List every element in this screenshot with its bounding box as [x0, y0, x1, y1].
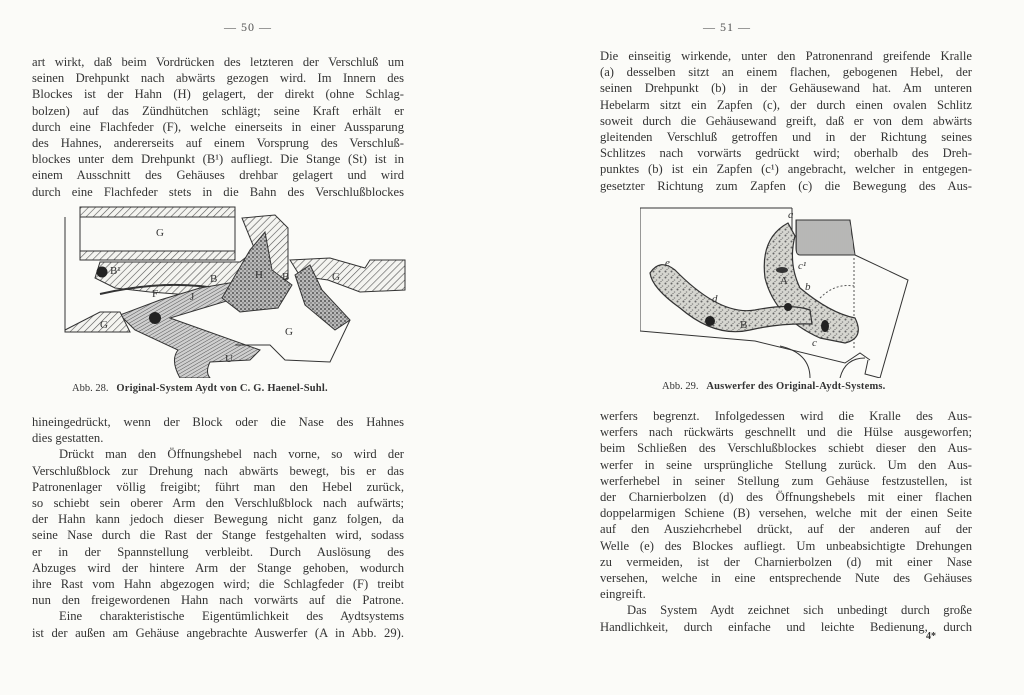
- text-line: er in der Spannstellung verbleibt. Durch Auslösung des: [32, 544, 404, 559]
- text-line: Blockes ist der Hahn (H) gelagert, der direkt (ohne Schlag-: [32, 87, 404, 102]
- text-line: soweit durch die Gehäusewand greift, daß er von dem abwärts: [600, 113, 972, 128]
- fig-label: U: [225, 353, 233, 365]
- page-number-left: — 50 —: [224, 20, 272, 34]
- pivot-b: [784, 303, 792, 311]
- figure-28-breech-diagram: [60, 200, 420, 378]
- fig-label: a: [788, 209, 794, 221]
- pin-d: [705, 316, 715, 326]
- text-line: gesetzter Richtung zum Zapfen (c) die Bewegung des Aus-: [600, 178, 972, 193]
- text-line: durch eine Flachfeder (F), welche einerseits in einer Aussparung: [32, 119, 404, 134]
- caption-title: Original-System Aydt von C. G. Haenel-Suhl.: [116, 383, 328, 394]
- fig-label: H: [255, 269, 263, 281]
- text-line: hineingedrückt, wenn der Block oder die Nase des Hahnes: [32, 415, 404, 429]
- text-line: nun den freigewordenen Hahn nach vorwärts auf die Patrone.: [32, 593, 404, 608]
- breech-face: [796, 220, 855, 255]
- text-line: eingreift.: [600, 587, 646, 602]
- text-line: so schiebt sein oberer Arm den Verschlußblock nach aufwärts;: [32, 496, 404, 511]
- fig-label: G: [285, 326, 293, 338]
- fig-label: G: [156, 227, 164, 239]
- text-line: punktes (b) ist ein Zapfen (c¹) angebracht, welcher in entgegen-: [600, 162, 972, 177]
- text-line: zu vermeiden, ist der Charnierbolzen (d) mit einer Nase: [600, 554, 972, 569]
- text-line: Abzuges wird der hintere Arm der Stange gehoben, wodurch: [32, 560, 404, 575]
- pin-c: [821, 320, 829, 332]
- text-line: seinen Drehpunkt (b) in der Gehäusewand hat. Am unteren: [600, 81, 972, 96]
- text-line: der Hahn kann jedoch dieser Bewegung nicht ganz folgen, da: [32, 512, 404, 527]
- fig-label: e: [665, 257, 670, 269]
- text-line: Welle (e) des Blockes aufliegt. Um unbeabsichtigte Drehungen: [600, 538, 972, 553]
- figure-29-extractor-diagram: [640, 198, 940, 378]
- text-line: Handlichkeit, durch einfache und leichte Bedienung, durch: [600, 619, 972, 634]
- text-line: werferhebel in seiner Stellung zum Gehäuse festzustellen, ist: [600, 473, 972, 488]
- text-line: seine Nase durch die Rast der Stange festgehalten wird, sodass: [32, 528, 404, 543]
- text-line: (a) desselben sitzt an einem flachen, gebogenen Hebel, der: [600, 65, 972, 80]
- housing-plate: [640, 208, 792, 220]
- text-line: werfer in seine ursprüngliche Stellung zurück. Um den Aus-: [600, 457, 972, 472]
- text-line: werfers nach rückwärts geschnellt und die Hülse ausgeworfen;: [600, 425, 972, 440]
- text-line: Verschlußblock zur Drehung nach abwärts bewegt, bis er das: [32, 463, 404, 478]
- fig-label: G: [100, 319, 108, 331]
- text-line: Drückt man den Öffnungshebel nach vorne, so wird der: [59, 447, 404, 462]
- text-line: gleitenden Verschluß getroffen und in der Richtung seines: [600, 130, 972, 145]
- right-bottom-paragraph: [600, 408, 972, 635]
- fig-label: B: [210, 273, 218, 285]
- text-line: Patronenlager völlig freigibt; führt man den Hebel zurück,: [32, 479, 404, 494]
- text-line: der Charnierbolzen (d) des Öffnungshebels mit einer flachen: [600, 490, 972, 505]
- text-line: werfers begrenzt. Infolgedessen wird die Kralle des Aus-: [600, 409, 972, 423]
- text-line: durch eine Flachfeder stets in die Bahn des Verschlußblockes: [32, 184, 404, 199]
- fig-label: b: [805, 281, 811, 293]
- fig-label: c¹: [798, 260, 807, 272]
- pin-c1: [776, 267, 788, 273]
- text-line: versehen, welche in eine entsprechende Nute des Gehäuses: [600, 571, 972, 586]
- text-line: seinen Drehpunkt nach abwärts gezogen wird. Im Innern des: [32, 71, 404, 86]
- frame-right: [855, 255, 908, 378]
- text-line: auf den Ausziehcrhebel drückt, auf der anderen auf der: [600, 522, 972, 537]
- page-number-right: — 51 —: [703, 20, 751, 34]
- text-line: blockes unter dem Drehpunkt (B¹) aufliegt. Die Stange (St) ist in: [32, 152, 404, 167]
- fig-label: A: [780, 275, 788, 287]
- frame-lower: [65, 312, 130, 332]
- text-line: ihre Rast vom Hahn abgezogen wird; die Schlagfeder (F) treibt: [32, 577, 404, 592]
- text-line: art wirkt, daß beim Vordrücken des letzteren der Verschluß um: [32, 55, 404, 69]
- caption-prefix: Abb. 29.: [662, 381, 699, 392]
- fig-label: B¹: [110, 265, 121, 277]
- pivot-lever: [149, 312, 161, 324]
- text-line: einem Ausschnitt des Gehäuses drehbar gelagert und wird: [32, 168, 404, 183]
- fig-label: F: [152, 288, 159, 300]
- left-bottom-paragraph: [32, 414, 404, 641]
- figure-28-caption: [72, 383, 328, 394]
- fig-label: B: [282, 271, 290, 283]
- text-line: des Hahnes, andererseits auf einem Vorsprung des Verschluß-: [32, 136, 404, 151]
- right-top-paragraph: [600, 48, 972, 194]
- leader-lines: [780, 346, 865, 378]
- fig-label: B: [740, 319, 748, 331]
- pivot-b1: [97, 267, 108, 278]
- caption-title: Auswerfer des Original-Aydt-Systems.: [706, 381, 886, 392]
- left-top-paragraph: [32, 54, 404, 200]
- figure-29-caption: [662, 381, 886, 392]
- fig-label: G: [332, 271, 340, 283]
- text-line: ist der außen am Gehäuse angebrachte Auswerfer (A in Abb. 29).: [32, 625, 404, 640]
- text-line: Das System Aydt zeichnet sich unbedingt durch große: [627, 603, 972, 618]
- caption-prefix: Abb. 28.: [72, 383, 109, 394]
- text-line: bolzen) auf das Zündhütchen schlägt; seine Kraft erhält er: [32, 103, 404, 118]
- text-line: Eine charakteristische Eigentümlichkeit des Aydtsystems: [59, 609, 404, 624]
- text-line: Schlitzes nach vorwärts gedrückt wird; oberhalb des Dreh-: [600, 146, 972, 161]
- text-line: beim Schließen des Verschlußblockes schiebt dieser den Aus-: [600, 441, 972, 456]
- text-line: doppelarmigen Schiene (B) versehen, welche mit der einen Seite: [600, 506, 972, 521]
- text-line: Die einseitig wirkende, unter den Patronenrand greifende Kralle: [600, 49, 972, 63]
- text-line: dies gestatten.: [32, 431, 104, 446]
- text-line: Hebelarm sitzt ein Zapfen (c), der durch einen ovalen Schlitz: [600, 97, 972, 112]
- fig-label: d: [712, 293, 718, 305]
- fig-label: c: [812, 337, 817, 349]
- fig-label: J: [190, 291, 195, 303]
- signature-mark: 4*: [926, 631, 936, 642]
